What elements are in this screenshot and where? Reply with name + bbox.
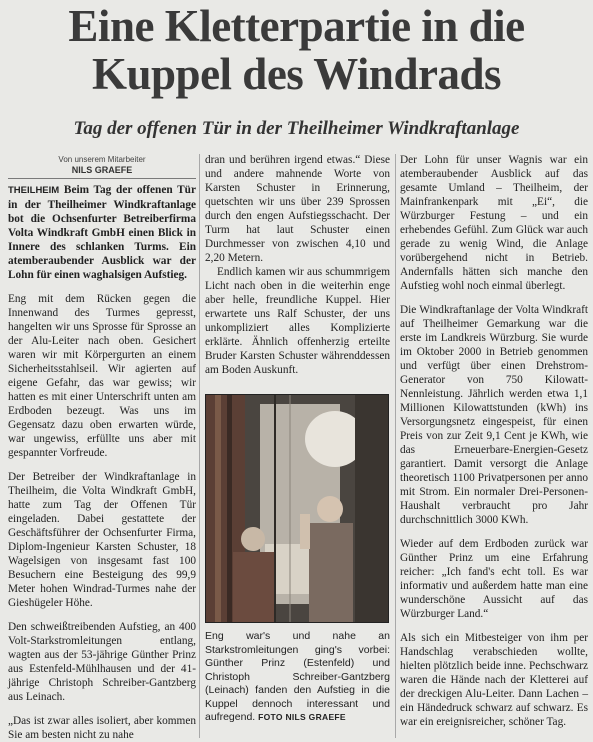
article-photo — [205, 394, 389, 623]
article-column-3 — [400, 153, 588, 729]
body-paragraph: Eng mit dem Rücken gegen die Innenwand des Turmes gepresst, hangelten wir uns Sprosse für Sprosse an der Alu-Leiter nach oben. Gesichert waren wir mit Körpergurten an einem Sicherheitsstahlseil. Wir agierten auf eigene Gefahr, das war gewiss; wir hatten es mit einer Unterschrift unten am Erdboden bezeugt. Was uns im Gegensatz dazu oben erwarten würde, war ungewiss, erfüllte uns aber mit gespannter Vorfreude. — [8, 293, 196, 459]
photo-climbers-in-nacelle — [205, 394, 389, 623]
dateline-place: THEILHEIM — [8, 185, 60, 196]
photo-credit: FOTO NILS GRAEFE — [258, 712, 346, 722]
article-column-1 — [8, 183, 196, 742]
lead-text: Beim Tag der offenen Tür in der Theilheimer Windkraftanlage bot die Ochsenfurter Betreiberfirma Volta Windkraft GmbH einen Blick in Innere des schlanken Turms. Ein atemberaubender Ausblick war der Lohn für einen waghalsigen Aufstieg. — [8, 184, 196, 281]
body-paragraph: „Das ist zwar alles isoliert, aber kommen Sie am besten nicht zu nahe — [8, 715, 196, 741]
body-paragraph: Als sich ein Mitbesteiger von ihm per Handschlag verabschieden wollte, hielten plötzlich beide inne. Pechschwarz waren die Hände nach der Kletterei auf der dreckigen Alu-Leiter. Dann Lachen – ein Händedruck schwarz auf schwarz. Es war ein ereignisreicher, schöner Tag. — [400, 632, 588, 728]
article-headline — [0, 2, 593, 98]
column-divider-2 — [395, 154, 396, 738]
body-paragraph: Die Windkraftanlage der Volta Windkraft auf Theilheimer Gemarkung war die erste im Landkreis Würzburg. Sie wurde im Oktober 2000 in Betrieb genommen und verfügt über einen Drehstrom-Generator von 750 Kilowatt-Nennleistung. Jährlich werden etwa 1,1 Millionen Kilowattstunden (kWh) ins Versorgungsnetz eingespeist, für einen Preis von zur Zeit 9,1 Cent je KWh, wie das Erneuerbare-Energien-Gesetz garantiert. Damit versorgt die Anlage theoretisch 1100 Privatpersonen per anno mit Strom. Ein normaler Drei-Personen-Haushalt verbraucht pro Jahr durchschnittlich 3000 KWh. — [400, 304, 588, 526]
body-paragraph: Der Betreiber der Windkraftanlage in Theilheim, die Volta Windkraft GmbH, hatte zum Tag der Offenen Tür eingeladen. Dabei gestattete der Geschäftsführer der Ochsenfurter Firma, Diplom-Ingenieur Karsten Schuster, 18 Wagelsigen von insgesamt fast 100 Besuchern eine Besteigung des 99,9 Meter hohen Windrad-Turmes nahe der Gieshügeler Höhe. — [8, 471, 196, 609]
headline-line-2: Kuppel des Windrads — [91, 49, 501, 99]
column-divider-1 — [199, 154, 200, 738]
body-paragraph: Den schweißtreibenden Aufstieg, an 400 Volt-Starkstromleitungen entlang, wagten aus der 53-jährige Günther Prinz aus Estenfeld-Mühlhausen und der 41-jährige Christoph Schreiber-Gantzberg aus Leinach. — [8, 621, 196, 703]
body-paragraph: Endlich kamen wir aus schummrigem Licht nach oben in die weiterhin enge aber helle, freundliche Kuppel. Hier erwartete uns Ralf Schuster, der uns unkompliziert alles Komplizierte erklärte. Ähnlich offenherzig erteilte Bruder Karsten Schuster währenddessen am Boden Auskunft. — [205, 266, 390, 376]
body-paragraph: Der Lohn für unser Wagnis war ein atemberaubender Ausblick auf das gesamte Umland – Theilheim, der Mainfrankenpark mit „Ei“, die Würzburger Festung – und ein erhebendes Gefühl. Zum Glück war auch gerade zu wenig Wind, die Anlage vorübergehend nicht in Betrieb. Andernfalls hätten sich manche den Aufstieg wohl noch einmal überlegt. — [400, 154, 588, 292]
byline-label: Von unserem Mitarbeiter — [58, 155, 146, 164]
lead-paragraph — [8, 183, 196, 282]
article-subheadline: Tag der offenen Tür in der Theilheimer Windkraftanlage — [73, 118, 520, 139]
photo-caption — [205, 630, 390, 725]
body-paragraph: Wieder auf dem Erdboden zurück war Günther Prinz um eine Erfahrung reicher: „Ich fand's echt toll. Es war informativ und außerdem hatte man eine wunderschöne Aussicht auf das Würzburger Land.“ — [400, 538, 588, 620]
caption-text: Eng war's und nahe an Starkstromleitungen ging's vorbei: Günther Prinz (Estenfeld) und Christoph Schreiber-Gantzberg (Leinach) fanden den Aufstieg in die Kuppel dennoch interessant und aufregend. — [205, 630, 390, 723]
headline-line-1: Eine Kletterpartie in die — [68, 1, 525, 51]
byline-author: NILS GRAEFE — [71, 165, 133, 175]
body-paragraph: dran und berühren irgend etwas.“ Diese und andere mahnende Worte von Karsten Schuster in Erinnerung, quetschten wir uns über 239 Sprossen durch den engen Aufstiegsschacht. Der Turm hat laut Schuster einen Durchmesser von zwischen 4,10 und 2,20 Metern. — [205, 154, 390, 264]
byline-rule — [8, 178, 196, 179]
article-column-2 — [205, 153, 390, 377]
